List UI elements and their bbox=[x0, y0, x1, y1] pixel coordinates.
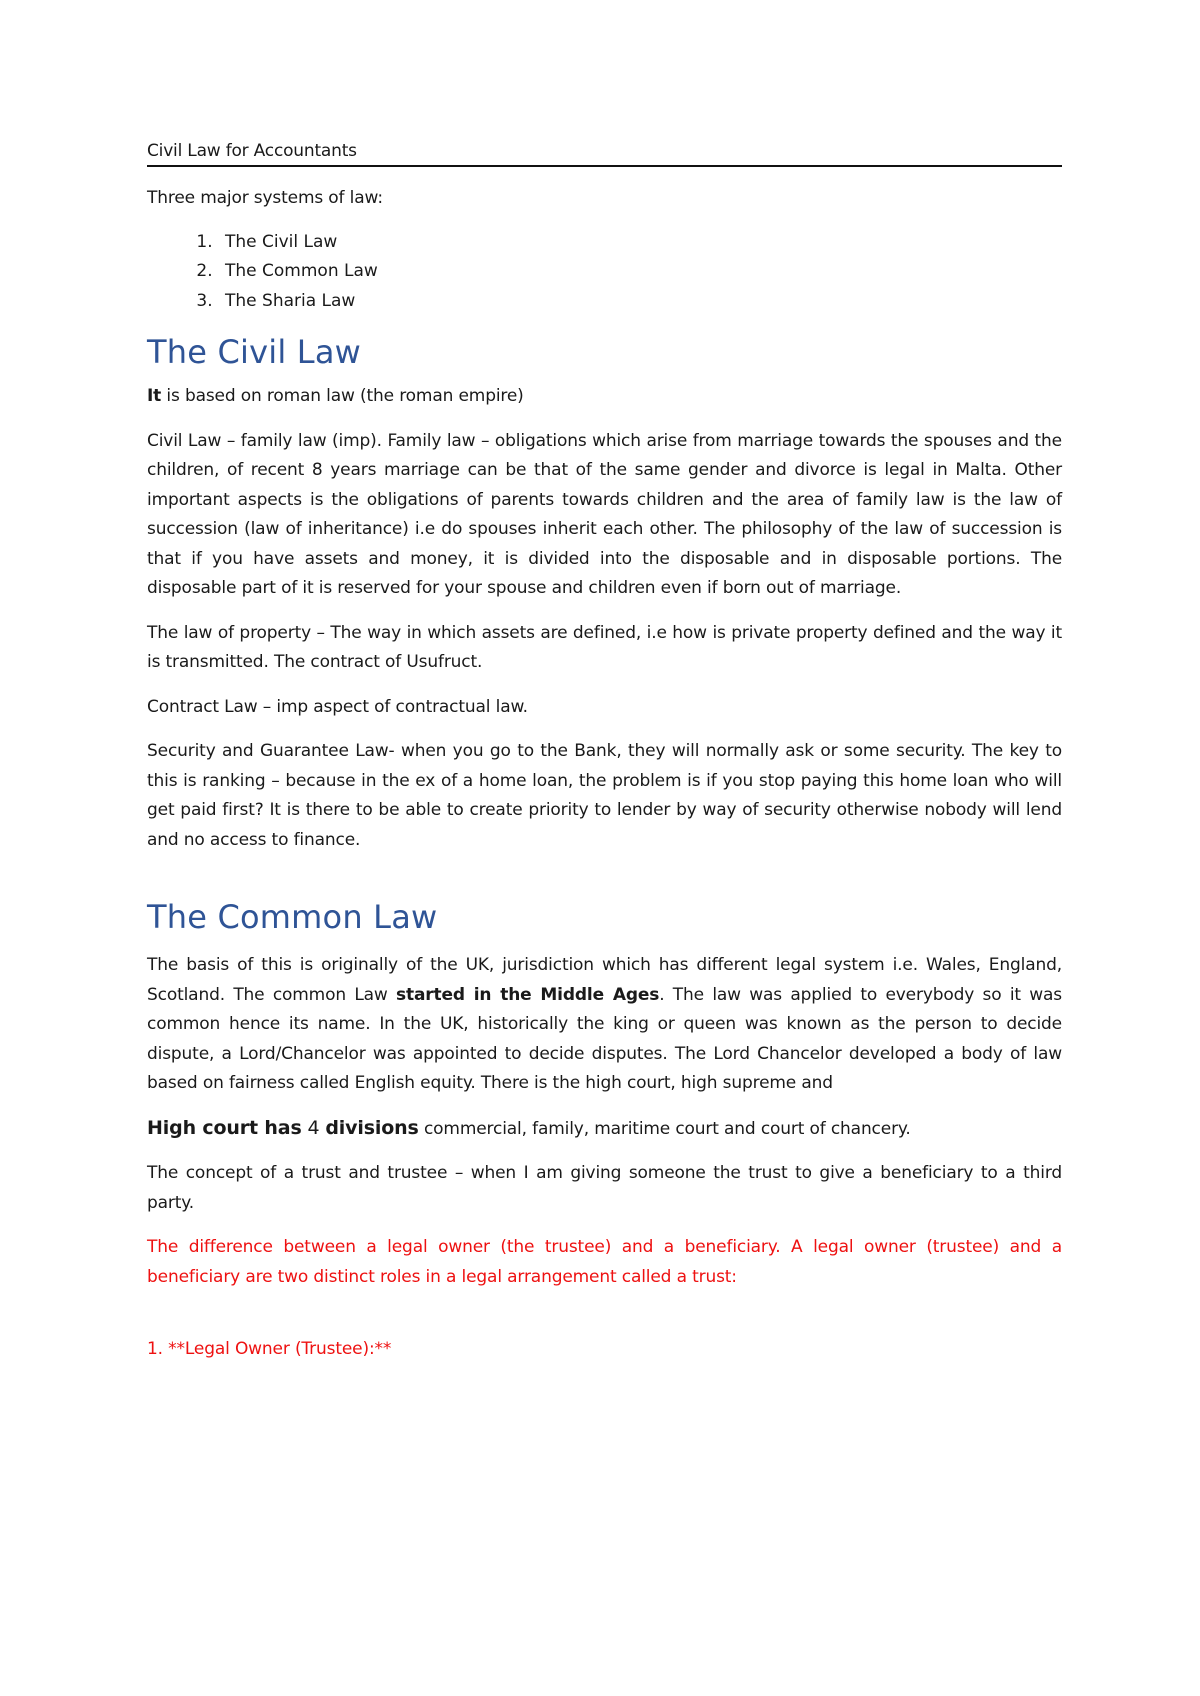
legal-owner-item: 1. **Legal Owner (Trustee):** bbox=[147, 1339, 392, 1359]
common-paragraph-1 bbox=[147, 951, 1062, 1099]
document-page bbox=[147, 140, 1062, 1365]
spacer bbox=[147, 1292, 1062, 1335]
list-item: 1. The Civil Law bbox=[218, 228, 1062, 258]
paragraph-text: commercial, family, maritime court and court of chancery. bbox=[418, 1118, 911, 1139]
list-item: 3. The Sharia Law bbox=[218, 287, 1062, 317]
paragraph-text: The basis of this is originally of the UK, jurisdiction which has different legal system i.e. Wales, England, Scotland. The common Law bbox=[147, 955, 1062, 1005]
document-header: Civil Law for Accountants bbox=[147, 140, 1062, 167]
common-paragraph-2 bbox=[147, 1114, 1062, 1145]
bold-text: started in the Middle Ages bbox=[396, 984, 660, 1005]
civil-law-heading: The Civil Law bbox=[147, 333, 362, 371]
bold-text: It bbox=[147, 386, 162, 406]
civil-paragraph-4: Contract Law – imp aspect of contractual law. bbox=[147, 696, 528, 717]
common-law-heading: The Common Law bbox=[147, 898, 438, 936]
bold-text: divisions bbox=[325, 1116, 419, 1139]
number-text: 4 bbox=[301, 1116, 326, 1139]
civil-paragraph-2: Civil Law – family law (imp). Family law – obligations which arise from marriage towards the spouses and the children, of recent 8 years marriage can be that of the same gender and divorce is legal in Malta. Other important aspects is the obligations of parents towards children and the area of family law is the law of succession (law of inheritance) i.e do spouses inherit each other. The philosophy of the law of succession is that if you have assets and money, it is divided into the disposable and in disposable portions. The disposable part of it is reserved for your spouse and children even if born out of marriage. bbox=[147, 430, 1062, 598]
common-paragraph-3: The concept of a trust and trustee – when I am giving someone the trust to give a beneficiary to a third party. bbox=[147, 1163, 1062, 1213]
bold-text: High court has bbox=[147, 1116, 302, 1139]
paragraph-text: is based on roman law (the roman empire) bbox=[161, 386, 524, 406]
law-systems-list bbox=[147, 228, 1062, 317]
trust-difference-paragraph: The difference between a legal owner (the trustee) and a beneficiary. A legal owner (trustee) and a beneficiary are two distinct roles in a legal arrangement called a trust: bbox=[147, 1237, 1062, 1287]
civil-paragraph-3: The law of property – The way in which assets are defined, i.e how is private property defined and the way it is transmitted. The contract of Usufruct. bbox=[147, 622, 1062, 672]
civil-paragraph-5: Security and Guarantee Law- when you go to the Bank, they will normally ask or some security. The key to this is ranking – because in the ex of a home loan, the problem is if you stop paying this home loan who will get paid first? It is there to be able to create priority to lender by way of security otherwise nobody will lend and no access to finance. bbox=[147, 741, 1062, 850]
paragraph-text: . The law was applied to everybody so it was common hence its name. In the UK, historically the king or queen was known as the person to decide dispute, a Lord/Chancelor was appointed to decide disputes. The Lord Chancelor developed a body of law based on fairness called English equity. There is the high court, high supreme and bbox=[147, 984, 1062, 1093]
intro-text: Three major systems of law: bbox=[147, 188, 383, 208]
civil-paragraph-1 bbox=[147, 382, 1062, 412]
list-item: 2. The Common Law bbox=[218, 257, 1062, 287]
